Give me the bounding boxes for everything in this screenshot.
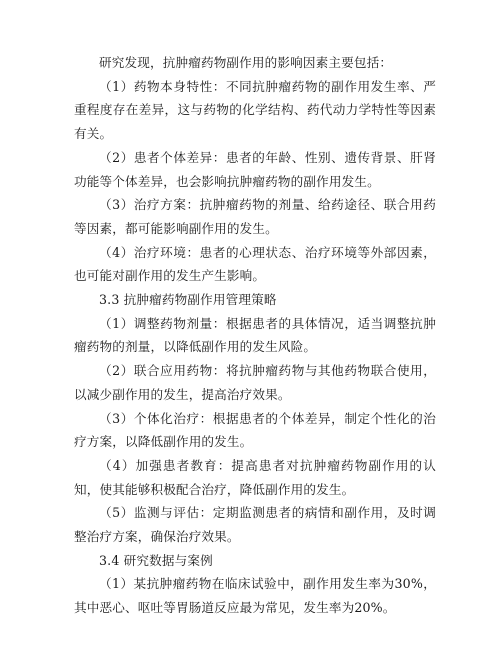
factor-item-1: （1）药物本身特性：不同抗肿瘤药物的副作用发生率、严重程度存在差异，这与药物的化学结构、药代动力学特性等因素有关。 (74, 78, 436, 142)
strategy-item-3: （3）个体化治疗：根据患者的个体差异，制定个性化的治疗方案，以降低副作用的发生。 (74, 410, 436, 450)
factor-item-4: （4）治疗环境：患者的心理状态、治疗环境等外部因素，也可能对副作用的发生产生影响。 (74, 244, 436, 284)
section-heading-3-3: 3.3 抗肿瘤药物副作用管理策略 (99, 292, 277, 308)
factor-item-3: （3）治疗方案：抗肿瘤药物的剂量、给药途径、联合用药等因素，都可能影响副作用的发生。 (74, 197, 436, 236)
document-body (74, 51, 436, 620)
section-heading-3-4: 3.4 研究数据与案例 (99, 552, 213, 568)
strategy-item-2: （2）联合应用药物：将抗肿瘤药物与其他药物联合使用，以减少副作用的发生，提高治疗效果。 (74, 363, 436, 402)
intro-paragraph: 研究发现，抗肿瘤药物副作用的影响因素主要包括： (99, 55, 393, 70)
strategy-item-5: （5）监测与评估：定期监测患者的病情和副作用，及时调整治疗方案，确保治疗效果。 (74, 505, 436, 545)
strategy-item-4: （4）加强患者教育：提高患者对抗肿瘤药物副作用的认知，使其能够积极配合治疗，降低副作用的发生。 (74, 457, 436, 497)
factor-item-2: （2）患者个体差异：患者的年龄、性别、遗传背景、肝肾功能等个体差异，也会影响抗肿瘤药物的副作用发生。 (74, 149, 436, 189)
strategy-item-1: （1）调整药物剂量：根据患者的具体情况，适当调整抗肿瘤药物的剂量，以降低副作用的发生风险。 (74, 315, 436, 355)
case-item-1: （1）某抗肿瘤药物在临床试验中，副作用发生率为30%，其中恶心、呕吐等胃肠道反应最为常见，发生率为20%。 (74, 576, 436, 616)
